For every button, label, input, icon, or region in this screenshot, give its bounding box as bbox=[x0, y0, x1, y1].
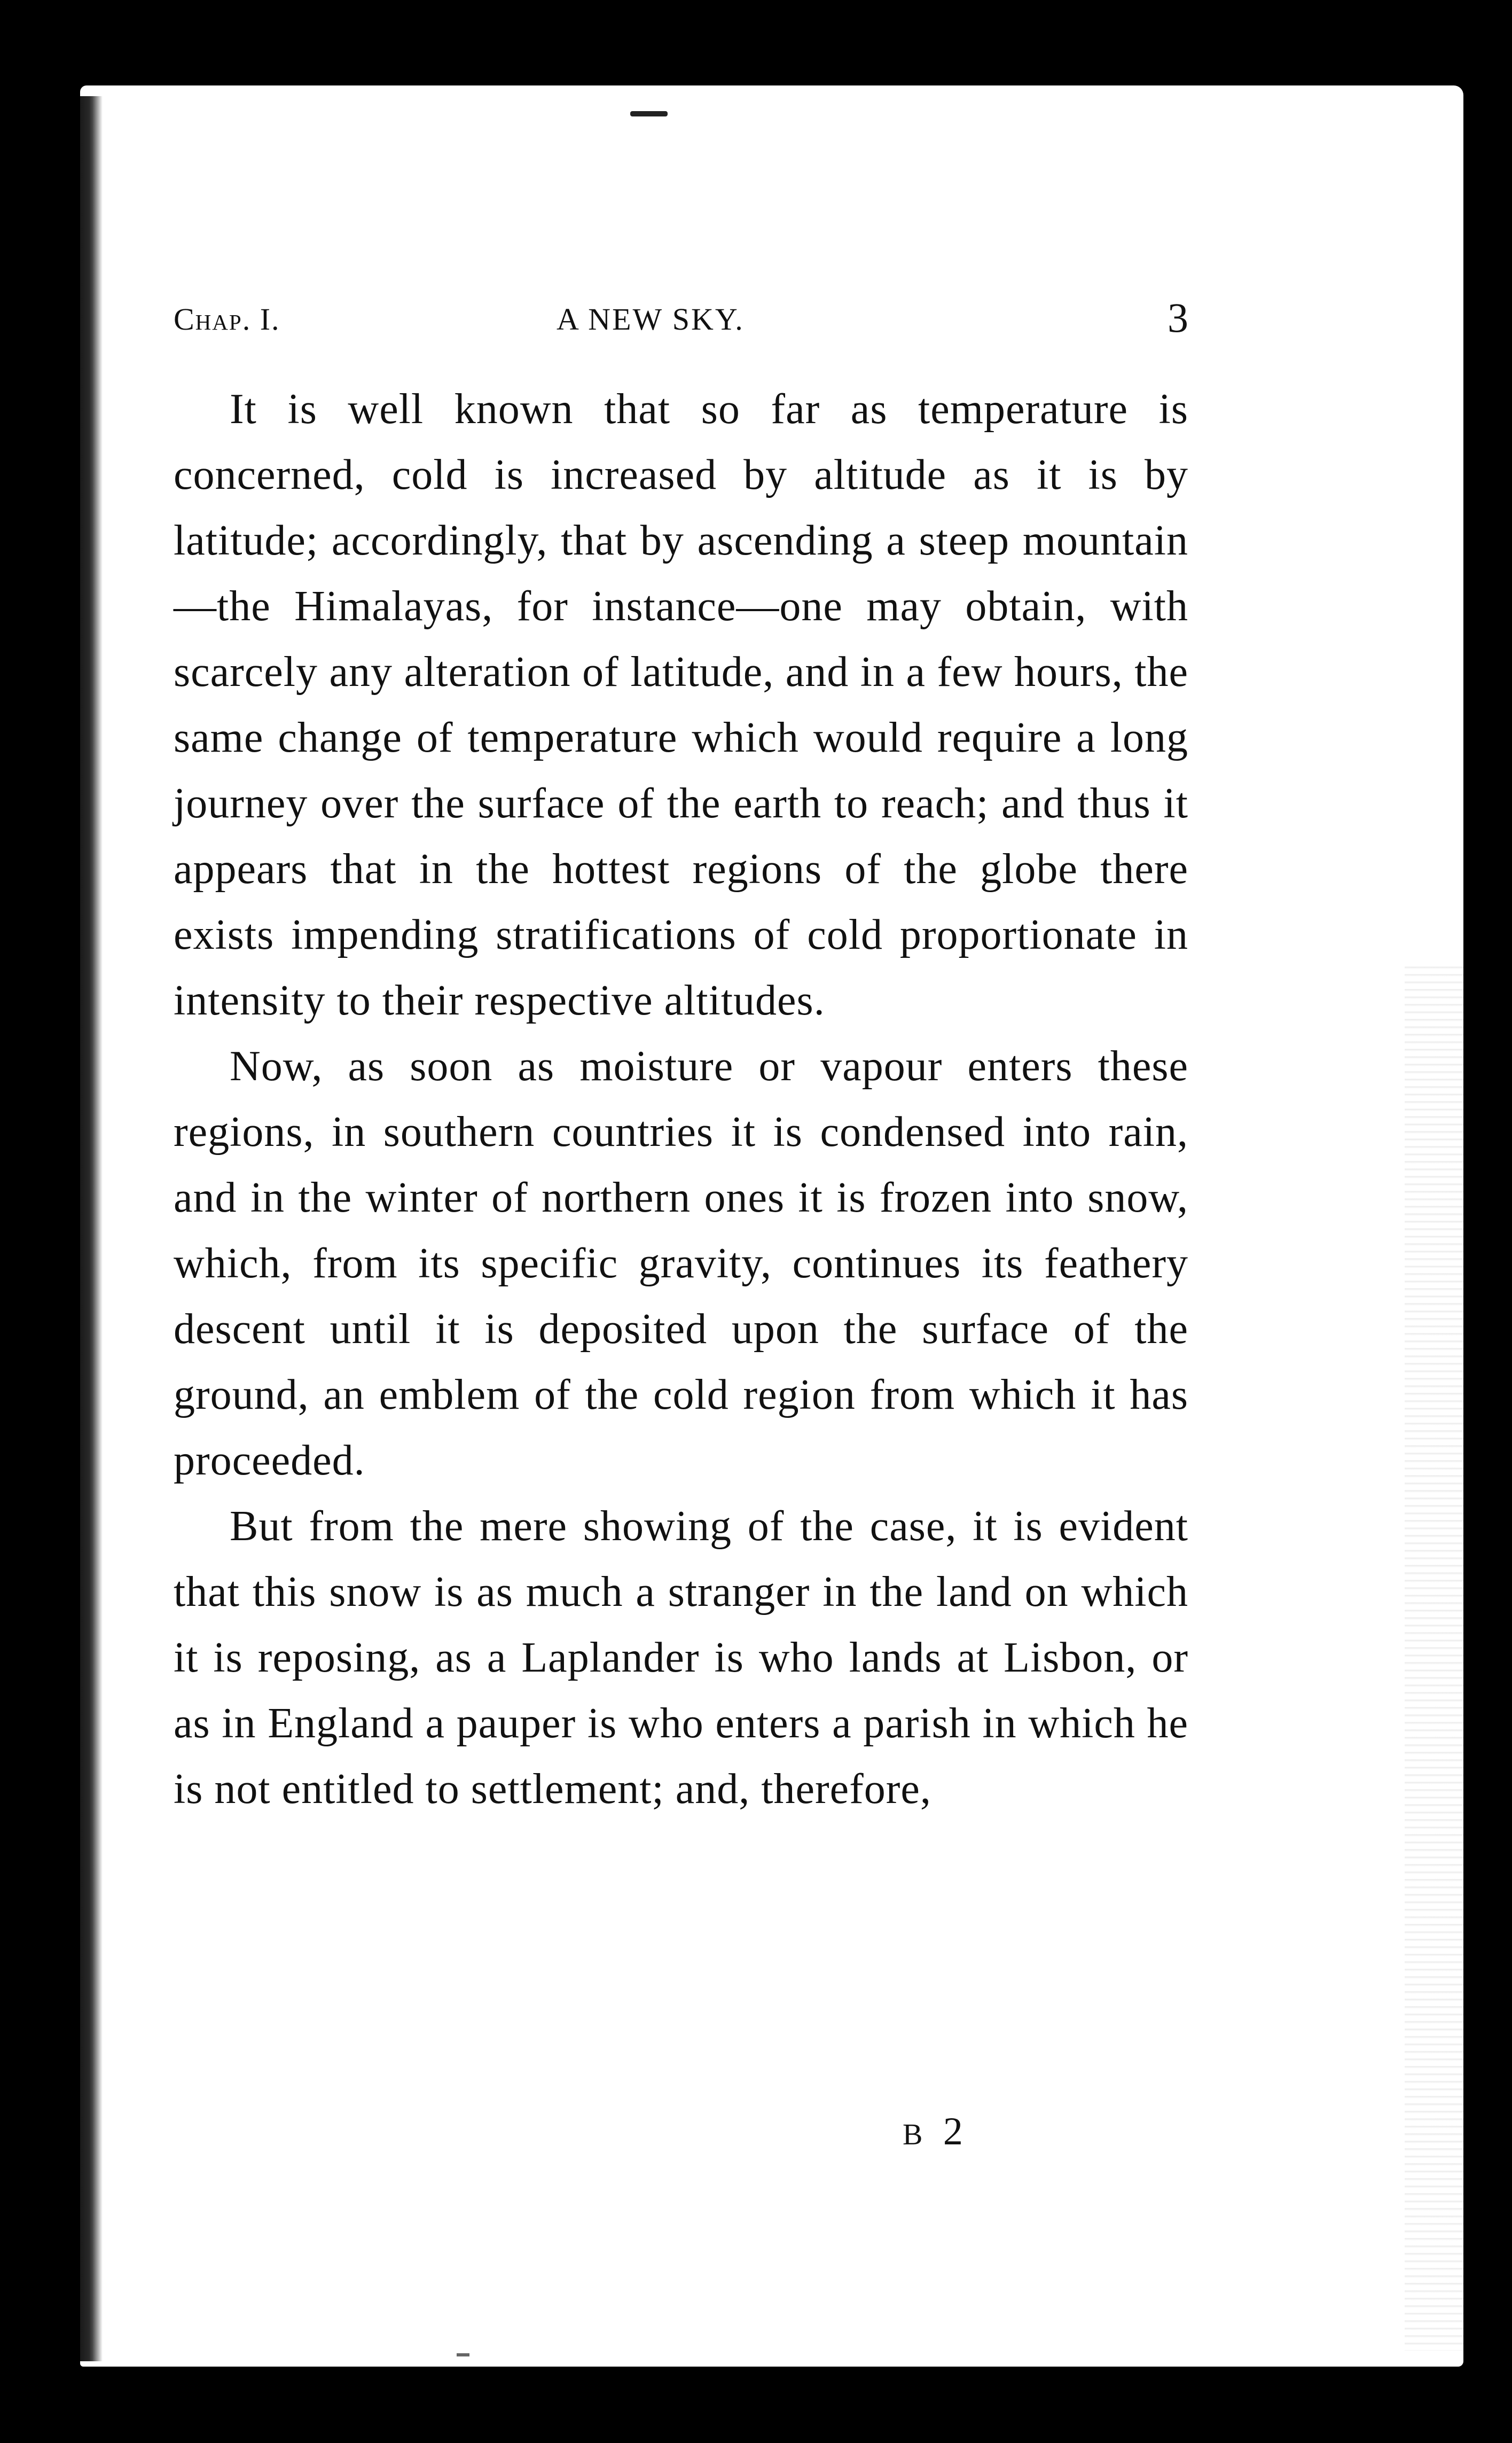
print-mark-top bbox=[630, 111, 668, 116]
page-number: 3 bbox=[1168, 294, 1188, 341]
page-edge-texture bbox=[1405, 962, 1463, 2351]
running-title: A NEW SKY. bbox=[557, 302, 745, 337]
body-text bbox=[174, 377, 1188, 1822]
chapter-label: Chap. I. bbox=[174, 302, 280, 337]
running-head bbox=[174, 294, 1188, 342]
print-mark-bottom bbox=[457, 2353, 469, 2356]
signature-letter: B bbox=[903, 2118, 928, 2151]
paragraph-3: But from the mere showing of the case, it is evident that this snow is as much a stranger in the land on which it is reposing, as a Laplander is who lands at Lisbon, or as in England a pauper is who enters a parish in which he is not entitled to settlement; and, therefore, bbox=[174, 1503, 1188, 1813]
paragraph-1: It is well known that so far as temperature is concerned, cold is increased by altitude as it is by latitude; accordingly, that by ascending a steep mountain—the Himalayas, for instance—one may obtain, with scarcely any alteration of latitude, and in a few hours, the same change of temperature which would require a long journey over the surface of the earth to reach; and thus it appears that in the hottest regions of the globe there exists impending stratifications of cold proportionate in intensity to their respective altitudes. bbox=[174, 386, 1188, 1024]
signature-mark bbox=[903, 2109, 968, 2155]
signature-number: 2 bbox=[943, 2110, 968, 2153]
book-spine-shadow bbox=[80, 96, 103, 2361]
paragraph-2: Now, as soon as moisture or vapour enters these regions, in southern countries it is condensed into rain, and in the winter of northern ones it is frozen into snow, which, from its specific gravity, continues its feathery descent until it is deposited upon the surface of the ground, an emblem of the cold region from which it has proceeded. bbox=[174, 1043, 1188, 1484]
